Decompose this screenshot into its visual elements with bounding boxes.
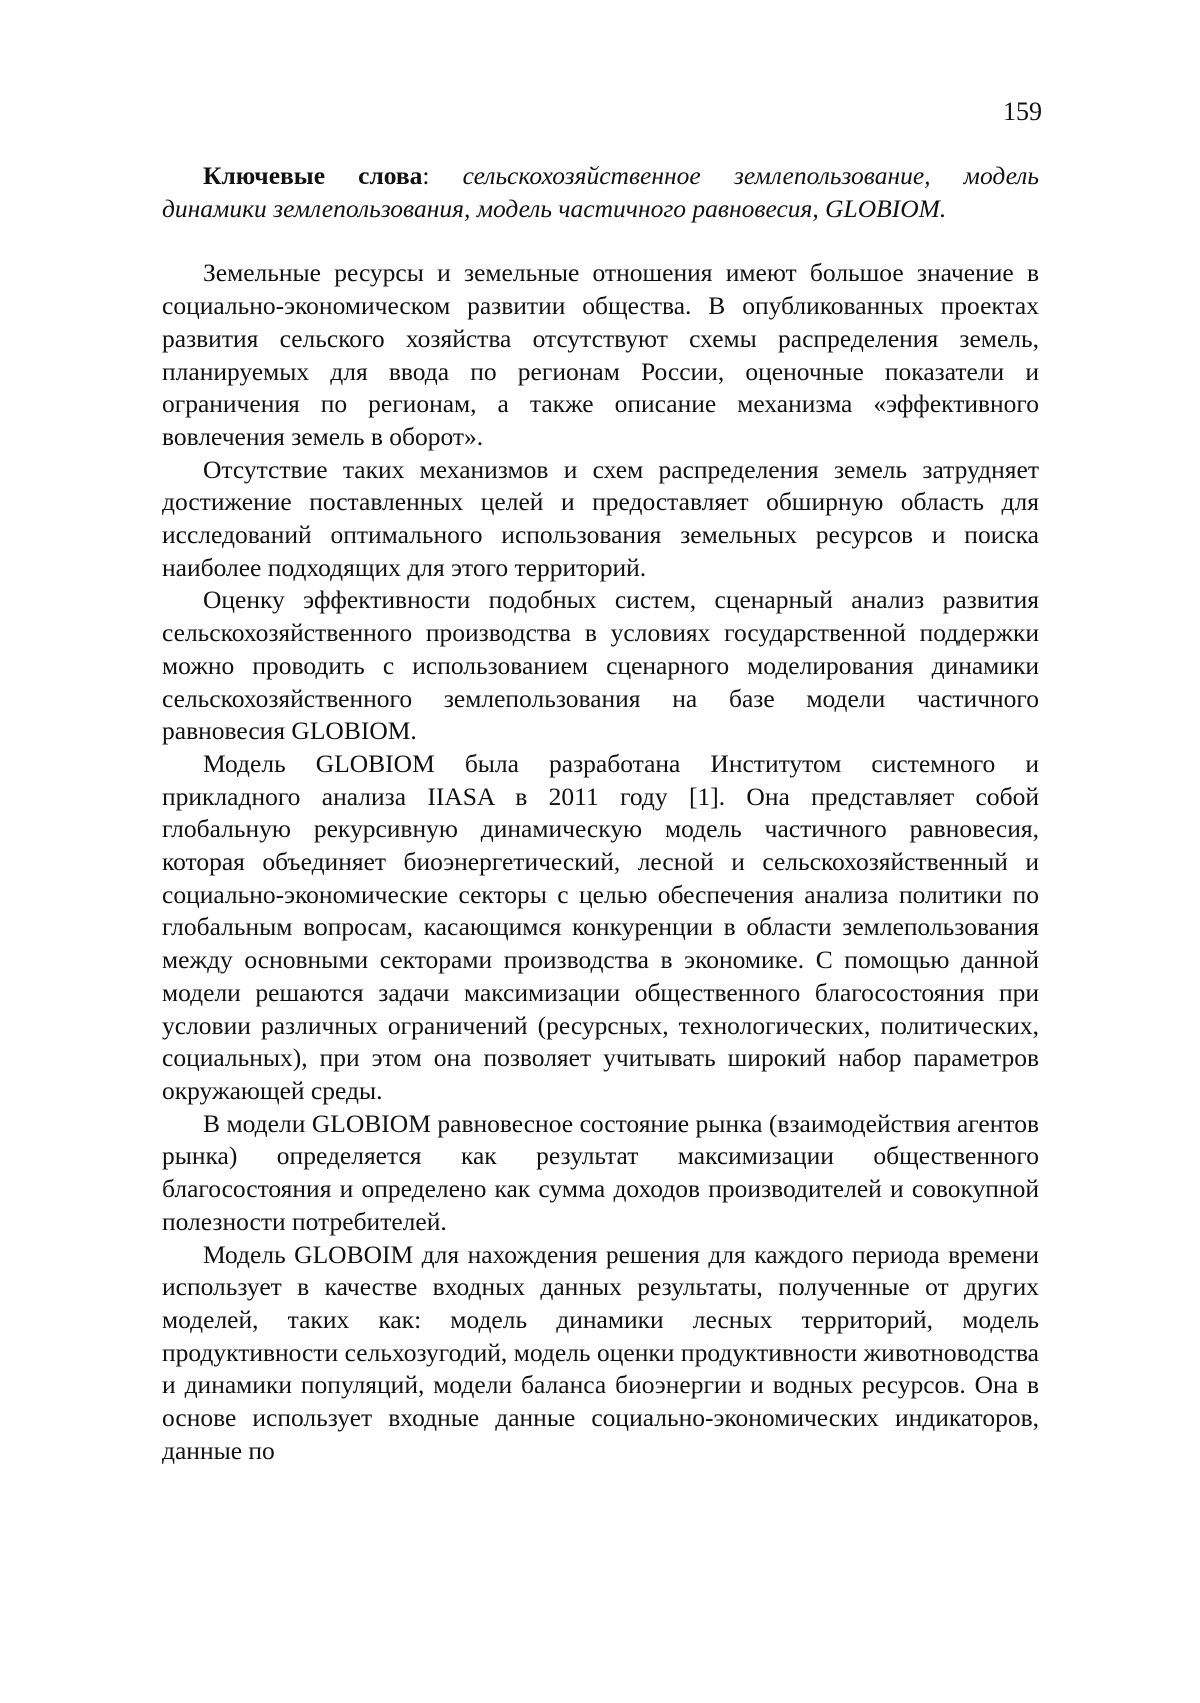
- keywords-separator: :: [422, 161, 462, 190]
- paragraph-2: Отсутствие таких механизмов и схем распределения земель затрудняет достижение поставленных целей и предоставляет обширную область для исследований оптимального использования земельных ресурсов и поиска наиболее подходящих для этого территорий.: [162, 454, 1039, 585]
- keywords-text: сельскохозяйственное землепользование, модель динамики землепользования, модель частичного равновесия, GLOBIOM.: [162, 161, 1039, 223]
- page-number: 159: [1003, 96, 1042, 128]
- paragraph-6: Модель GLOBOIM для нахождения решения для каждого периода времени использует в качестве входных данных результаты, полученные от других моделей, таких как: модель динамики лесных территорий, модель продуктивности сельхозугодий, модель оценки продуктивности животноводства и динамики популяций, модели баланса биоэнергии и водных ресурсов. Она в основе использует входные данные социально-экономических индикаторов, данные по: [162, 1239, 1039, 1468]
- paragraph-5: В модели GLOBIOM равновесное состояние рынка (взаимодействия агентов рынка) определяется как результат максимизации общественного благосостояния и определено как сумма доходов производителей и совокупной полезности потребителей.: [162, 1108, 1039, 1239]
- keywords-label: Ключевые слова: [203, 161, 422, 190]
- paragraph-1: Земельные ресурсы и земельные отношения имеют большое значение в социально-экономическом развитии общества. В опубликованных проектах развития сельского хозяйства отсутствуют схемы распределения земель, планируемых для ввода по регионам России, оценочные показатели и ограничения по регионам, а также описание механизма «эффективного вовлечения земель в оборот».: [162, 257, 1039, 453]
- keywords-line: [162, 160, 1039, 225]
- paragraph-4: Модель GLOBIOM была разработана Институтом системного и прикладного анализа IIASA в 2011 году [1]. Она представляет собой глобальную рекурсивную динамическую модель частичного равновесия, которая объединяет биоэнергетический, лесной и сельскохозяйственный и социально-экономические секторы с целью обеспечения анализа политики по глобальным вопросам, касающимся конкуренции в области землепользования между основными секторами производства в экономике. С помощью данной модели решаются задачи максимизации общественного благосостояния при условии различных ограничений (ресурсных, технологических, политических, социальных), при этом она позволяет учитывать широкий набор параметров окружающей среды.: [162, 748, 1039, 1108]
- body-text: [162, 257, 1039, 1467]
- document-page: [0, 0, 1200, 1703]
- paragraph-3: Оценку эффективности подобных систем, сценарный анализ развития сельскохозяйственного производства в условиях государственной поддержки можно проводить с использованием сценарного моделирования динамики сельскохозяйственного землепользования на базе модели частичного равновесия GLOBIOM.: [162, 584, 1039, 748]
- page-content: [162, 160, 1039, 1467]
